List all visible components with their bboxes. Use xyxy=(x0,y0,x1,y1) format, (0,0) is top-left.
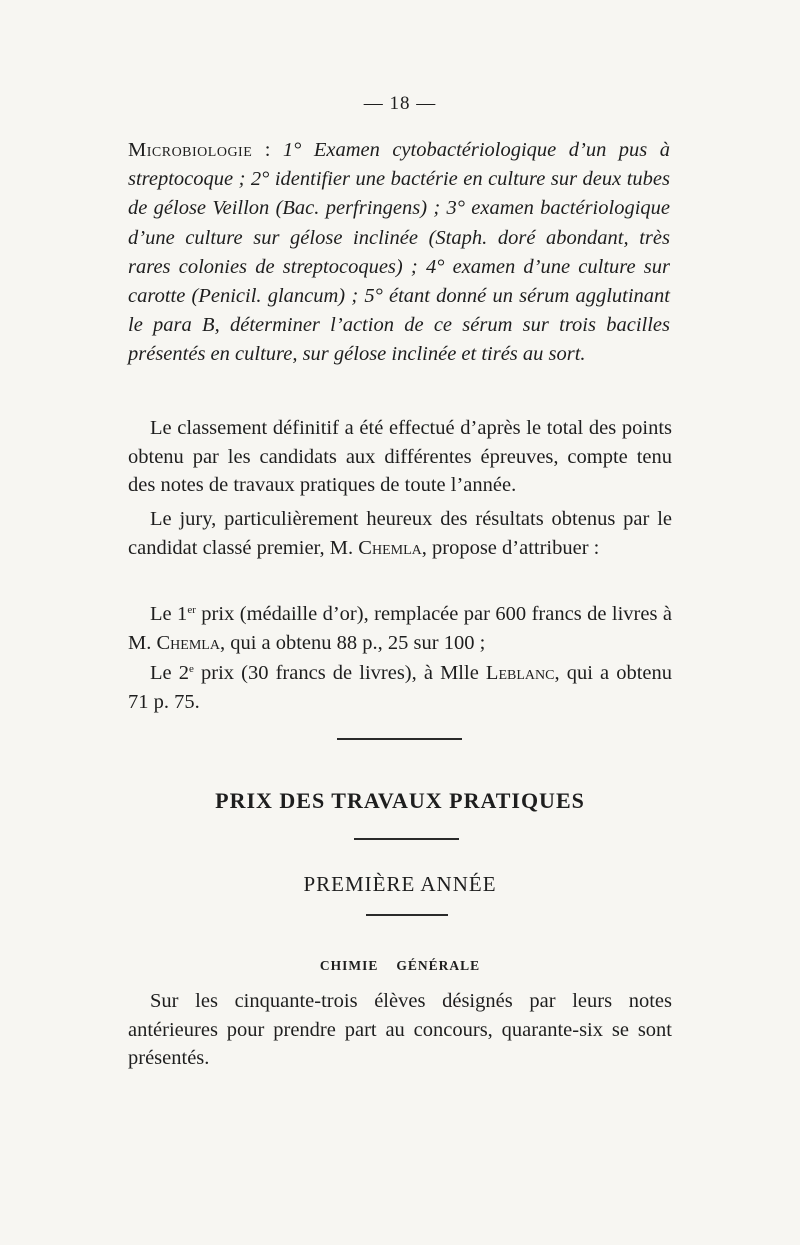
microbiologie-separator: : xyxy=(252,139,283,161)
prix-1-post: , qui a obtenu 88 p., 25 sur 100 ; xyxy=(219,631,486,654)
prix-2-pre: Le 2 xyxy=(150,662,189,684)
prix-1-paragraph xyxy=(128,596,672,657)
prix-1-pre: Le 1 xyxy=(150,603,188,625)
prix-1-sup: er xyxy=(187,604,196,616)
prix-2-post: , qui a obtenu 71 p. 75. xyxy=(128,662,673,713)
jury-text-after: , propose d’attribuer : xyxy=(421,536,600,559)
heading-chimie: CHIMIE xyxy=(319,958,379,973)
classement-paragraph: Le classement définitif a été effectué d’après le total des points obtenu par les candidats aux différentes épreuves, compte tenu des notes de travaux pratiques de toute l’année. xyxy=(128,417,672,496)
heading-prix-travaux-pratiques: PRIX DES TRAVAUX PRATIQUES xyxy=(215,788,585,813)
jury-text-before: Le jury, particulièrement heureux des résultats obtenus par le candidat classé premier, M. xyxy=(128,508,672,559)
prix-2-paragraph xyxy=(128,655,672,716)
microbiologie-text: 1° Examen cytobactériologique d’un pus à streptocoque ; 2° identifier une bactérie en culture sur deux tubes de gélose Veillon (Bac. perfringens) ; 3° examen bactériologique d’une culture sur gélose inclinée (Staph. doré abondant, très rares colonies de streptocoques) ; 4° examen d’une culture sur carotte (Penicil. glancum) ; 5° étant donné un sérum agglutinant le para B, déterminer l’action de ce sérum sur trois bacilles présentés en culture, sur gélose inclinée et tirés au sort. xyxy=(128,139,670,366)
chimie-paragraph: Sur les cinquante-trois élèves désignés par leurs notes antérieures pour prendre part au concours, quarante-six se sont présentés. xyxy=(128,990,672,1069)
heading-rule-2 xyxy=(366,914,448,916)
jury-candidate-name: Chemla xyxy=(358,536,422,559)
section-divider xyxy=(337,738,462,740)
heading-generale: GÉNÉRALE xyxy=(396,958,481,973)
prix-1-mid: prix (médaille d’or), remplacée par 600 francs de livres à M. xyxy=(128,603,672,654)
prix-2-sup: e xyxy=(189,663,194,675)
jury-paragraph xyxy=(128,505,672,562)
heading-premiere-annee: PREMIÈRE ANNÉE xyxy=(303,872,497,896)
microbiologie-paragraph xyxy=(128,136,670,370)
heading-chimie-generale xyxy=(0,958,800,974)
prix-1-name: Chemla xyxy=(156,631,220,654)
heading-rule-1 xyxy=(354,838,459,840)
prix-2-mid: prix (30 francs de livres), à Mlle xyxy=(193,662,486,684)
page-number: — 18 — xyxy=(363,93,437,114)
prix-2-name: Leblanc xyxy=(485,662,555,684)
microbiologie-label: Microbiologie xyxy=(128,139,253,161)
